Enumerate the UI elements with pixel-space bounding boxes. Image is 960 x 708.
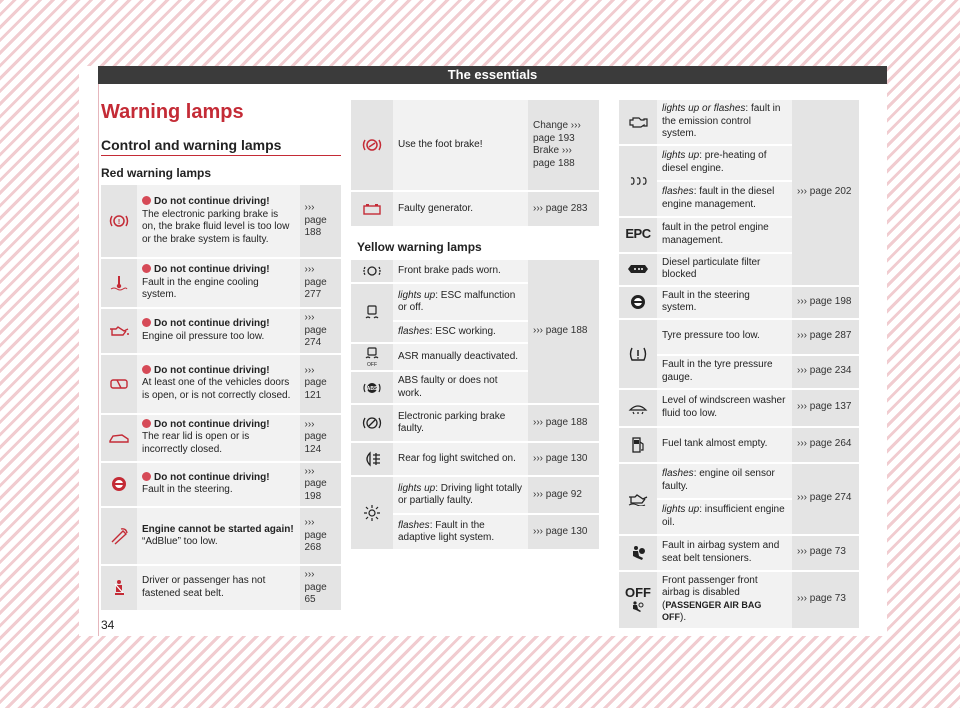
page-ref[interactable]: ››› page 124 (300, 415, 342, 461)
page-ref[interactable]: ››› page 121 (300, 355, 342, 413)
svg-text:ABS: ABS (366, 385, 378, 392)
page-header: The essentials (98, 66, 887, 84)
page-ref[interactable]: ››› page 268 (300, 508, 342, 564)
page-number: 34 (101, 618, 115, 632)
table-row (619, 536, 859, 570)
list-item (393, 284, 528, 320)
light-bulb-icon (351, 477, 393, 549)
steering-wheel-icon (619, 287, 657, 318)
table-row (101, 355, 341, 413)
page-ref[interactable]: ››› page 65 (300, 566, 342, 610)
row-label: flashes (662, 468, 694, 479)
adblue-icon (101, 508, 137, 564)
battery-icon (351, 192, 393, 226)
table-row (619, 428, 859, 462)
table-row (619, 390, 859, 426)
table-row (101, 415, 341, 461)
airbag-icon (619, 536, 657, 570)
list-item (393, 322, 528, 342)
table-row (619, 100, 859, 144)
page-ref[interactable]: ››› page 264 (792, 428, 859, 462)
table-row (351, 405, 599, 441)
red-lamps-table-continued (351, 98, 599, 228)
list-item: Front brake pads worn. (393, 260, 528, 282)
row-label: flashes (398, 519, 430, 531)
page-ref[interactable]: ››› page 92 (528, 477, 599, 513)
page-ref[interactable]: ››› page 130 (528, 443, 599, 475)
row-text: At least one of the vehicles doors is open, or is not correctly closed. (142, 377, 291, 401)
oil-pressure-icon (101, 309, 137, 353)
table-row (619, 287, 859, 318)
washer-fluid-icon (619, 390, 657, 426)
row-text: : Fault in the adaptive light system. (398, 519, 495, 543)
esc-off-icon (351, 344, 393, 370)
row-title: Engine cannot be started again! (142, 523, 294, 535)
row-text-end: ). (680, 612, 687, 623)
row-title: Do not continue driving! (154, 418, 270, 430)
table-row (619, 464, 859, 498)
row-title: Do not continue driving! (154, 364, 270, 376)
row-text: : pre-heating of diesel engine. (662, 150, 767, 174)
row-title: Do not continue driving! (154, 471, 270, 483)
list-item (137, 508, 300, 564)
page-divider (98, 84, 99, 636)
row-text: : ESC malfunction or off. (398, 289, 516, 313)
table-row (351, 260, 599, 282)
row-text: The electronic parking brake is on, the brake fluid level is too low or the brake system is faulty. (142, 208, 290, 245)
row-title: Do not continue driving! (154, 264, 270, 276)
row-bold-text: PASSENGER AIR BAG OFF (662, 599, 762, 622)
table-row (101, 566, 341, 610)
row-text: Fault in the engine cooling system. (142, 276, 259, 301)
row-text: Front passenger front airbag is disabled ( (662, 574, 758, 611)
list-item: Tyre pressure too low. (657, 320, 792, 354)
table-row (351, 100, 599, 190)
svg-text:!: ! (117, 219, 121, 226)
row-label: flashes (662, 186, 694, 197)
row-title: Do not continue driving! (154, 196, 270, 207)
page-ref[interactable]: ››› page 130 (528, 515, 599, 549)
rear-lid-icon (101, 415, 137, 461)
list-item (657, 146, 792, 180)
page-ref[interactable]: ››› page 234 (792, 356, 859, 388)
abs-icon (351, 372, 393, 403)
brake-warning-icon (101, 185, 137, 257)
row-title: Do not continue driving! (154, 318, 270, 330)
red-dot-icon (142, 196, 151, 205)
list-item (137, 185, 300, 257)
epc-icon-text: EPC (625, 226, 651, 242)
page-ref[interactable]: ››› page 198 (792, 287, 859, 318)
list-item: Level of windscreen washer fluid too low. (657, 390, 792, 426)
svg-text:OFF: OFF (367, 362, 377, 367)
red-dot-icon (142, 264, 151, 273)
page-ref[interactable]: ››› page 73 (792, 536, 859, 570)
red-dot-icon (142, 318, 151, 327)
list-item (393, 477, 528, 513)
engine-icon (619, 100, 657, 144)
subtitle-rule (101, 155, 341, 156)
table-row (101, 463, 341, 507)
list-item (657, 500, 792, 534)
coolant-temperature-icon (101, 259, 137, 307)
red-dot-icon (142, 365, 151, 374)
page-ref[interactable]: ››› page 274 (792, 464, 859, 534)
table-row (351, 443, 599, 475)
row-text: The rear lid is open or is incorrectly closed. (142, 431, 250, 455)
table-row (101, 185, 341, 257)
oil-level-icon (619, 464, 657, 534)
list-item: ASR manually deactivated. (393, 344, 528, 370)
list-item (137, 309, 300, 353)
page-ref[interactable]: ››› page 188 (528, 260, 599, 403)
section-subtitle: Control and warning lamps (101, 137, 282, 153)
yellow-lamps-table (351, 258, 599, 551)
row-label: flashes (398, 325, 430, 337)
list-item: Fault in the tyre pressure gauge. (657, 356, 792, 388)
row-text: : engine oil sensor faulty. (662, 468, 775, 492)
row-text: Driver or passenger has not fastened seat belt. (142, 575, 266, 599)
row-label: lights up (662, 150, 700, 161)
row-text: : fault in the diesel engine management. (662, 186, 775, 210)
page-ref[interactable]: ››› page 277 (300, 259, 342, 307)
page-ref[interactable]: ››› page 283 (528, 192, 599, 226)
list-item: Fault in the steering system. (657, 287, 792, 318)
table-row (101, 309, 341, 353)
table-row (351, 192, 599, 226)
page-ref[interactable]: ››› page 287 (792, 320, 859, 354)
table-row (101, 508, 341, 564)
list-item: ABS faulty or does not work. (393, 372, 528, 403)
fuel-pump-icon (619, 428, 657, 462)
red-lamps-heading: Red warning lamps (101, 166, 212, 180)
yellow-lamps-table-continued (619, 98, 859, 630)
page-ref[interactable]: ››› page 137 (792, 390, 859, 426)
row-label: lights up (662, 504, 700, 515)
list-item: Diesel particulate filter blocked (657, 254, 792, 285)
page-ref[interactable]: ››› page 188 (300, 185, 342, 257)
list-item (137, 355, 300, 413)
list-item (137, 415, 300, 461)
list-item: Faulty generator. (393, 192, 528, 226)
row-text: : insufficient engine oil. (662, 504, 785, 528)
row-label: lights up (398, 482, 436, 494)
row-label: lights up or flashes (662, 103, 746, 114)
list-item (393, 515, 528, 549)
list-item: Use the foot brake! (393, 100, 528, 190)
airbag-off-icon-text: OFF (625, 584, 651, 600)
page-ref[interactable]: ››› page 73 (792, 572, 859, 628)
seat-belt-icon (101, 566, 137, 610)
list-item: Rear fog light switched on. (393, 443, 528, 475)
row-text: Engine oil pressure too low. (142, 330, 265, 342)
list-item (657, 572, 792, 628)
section-title: Warning lamps (101, 101, 244, 123)
row-label: lights up (398, 289, 436, 301)
esc-icon (351, 284, 393, 342)
brake-pads-icon (351, 260, 393, 282)
foot-brake-icon (351, 100, 393, 190)
airbag-off-icon (619, 572, 657, 628)
list-item (657, 464, 792, 498)
row-text: : fault in the emission control system. (662, 103, 781, 139)
table-row (619, 320, 859, 354)
row-text: : ESC working. (429, 325, 496, 337)
rear-fog-light-icon (351, 443, 393, 475)
row-text: : Driving light totally or partially faulty. (398, 482, 522, 506)
preheating-icon (619, 146, 657, 216)
page-ref[interactable]: ››› page 188 (528, 405, 599, 441)
tyre-pressure-icon (619, 320, 657, 388)
list-item: Fault in airbag system and seat belt tensioners. (657, 536, 792, 570)
red-lamps-table (101, 183, 341, 612)
list-item: Electronic parking brake faulty. (393, 405, 528, 441)
list-item (137, 259, 300, 307)
list-item (137, 463, 300, 507)
particulate-filter-icon (619, 254, 657, 285)
list-item (137, 566, 300, 610)
red-dot-icon (142, 472, 151, 481)
list-item (657, 182, 792, 216)
yellow-lamps-heading: Yellow warning lamps (357, 240, 482, 254)
page-ref[interactable]: ››› page 198 (300, 463, 342, 507)
steering-wheel-icon (101, 463, 137, 507)
door-open-icon (101, 355, 137, 413)
page-ref[interactable]: ››› page 202 (792, 100, 859, 285)
red-dot-icon (142, 419, 151, 428)
page-ref[interactable]: Change ››› page 193 Brake ››› page 188 (528, 100, 599, 190)
list-item (657, 100, 792, 144)
list-item: Fuel tank almost empty. (657, 428, 792, 462)
row-text: “AdBlue” too low. (142, 536, 218, 547)
page-ref[interactable]: ››› page 274 (300, 309, 342, 353)
epc-icon (619, 218, 657, 252)
parking-brake-fault-icon (351, 405, 393, 441)
table-row (101, 259, 341, 307)
table-row (619, 572, 859, 628)
table-row (351, 477, 599, 513)
list-item: fault in the petrol engine management. (657, 218, 792, 252)
row-text: Fault in the steering. (142, 484, 233, 496)
